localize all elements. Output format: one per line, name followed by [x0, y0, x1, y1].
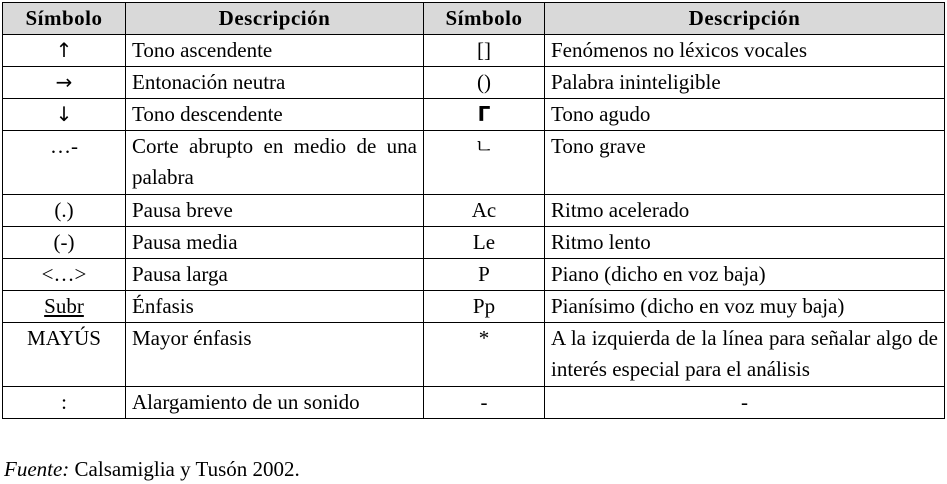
table-row	[3, 291, 945, 323]
symbol-cell: Pp	[424, 291, 545, 323]
description-cell: Pausa larga	[126, 259, 424, 291]
symbol-cell: P	[424, 259, 545, 291]
description-cell: Alargamiento de un sonido	[126, 387, 424, 419]
symbol-cell: []	[424, 35, 545, 67]
symbol-cell: →	[3, 67, 126, 99]
symbol-cell: …-	[3, 131, 126, 195]
symbol-cell: Subr	[3, 291, 126, 323]
description-cell: Tono agudo	[545, 99, 945, 131]
symbol-cell: (-)	[3, 227, 126, 259]
symbol-table	[2, 2, 945, 419]
symbol-cell: ↑	[3, 35, 126, 67]
symbol-cell: <…>	[3, 259, 126, 291]
header-description-2: Descripción	[545, 3, 945, 35]
source-caption	[4, 456, 300, 482]
description-cell: -	[545, 387, 945, 419]
description-cell: Ritmo acelerado	[545, 195, 945, 227]
description-cell: Fenómenos no léxicos vocales	[545, 35, 945, 67]
table-row	[3, 131, 945, 195]
description-cell: Ritmo lento	[545, 227, 945, 259]
description-cell: A la izquierda de la línea para señalar algo de interés especial para el análisis	[545, 323, 945, 387]
description-cell: Tono ascendente	[126, 35, 424, 67]
table-row	[3, 35, 945, 67]
description-cell: Corte abrupto en medio de una palabra	[126, 131, 424, 195]
header-symbol-2: Símbolo	[424, 3, 545, 35]
symbol-cell: Le	[424, 227, 545, 259]
symbol-cell: -	[424, 387, 545, 419]
table-row	[3, 195, 945, 227]
description-cell: Tono grave	[545, 131, 945, 195]
table-row	[3, 67, 945, 99]
header-symbol-1: Símbolo	[3, 3, 126, 35]
description-cell: Piano (dicho en voz baja)	[545, 259, 945, 291]
symbol-cell: ()	[424, 67, 545, 99]
description-cell: Pausa breve	[126, 195, 424, 227]
caption-text: Calsamiglia y Tusón 2002.	[69, 457, 300, 481]
table-row	[3, 259, 945, 291]
symbol-cell: Γ	[424, 99, 545, 131]
table-row	[3, 323, 945, 387]
description-cell: Tono descendente	[126, 99, 424, 131]
symbol-cell: (.)	[3, 195, 126, 227]
table-row	[3, 227, 945, 259]
table-row	[3, 387, 945, 419]
header-description-1: Descripción	[126, 3, 424, 35]
symbol-cell: MAYÚS	[3, 323, 126, 387]
description-cell: Palabra ininteligible	[545, 67, 945, 99]
description-cell: Mayor énfasis	[126, 323, 424, 387]
description-cell: Entonación neutra	[126, 67, 424, 99]
symbol-cell: :	[3, 387, 126, 419]
description-cell: Pianísimo (dicho en voz muy baja)	[545, 291, 945, 323]
description-cell: Pausa media	[126, 227, 424, 259]
symbol-cell: *	[424, 323, 545, 387]
table-header-row	[3, 3, 945, 35]
description-cell: Énfasis	[126, 291, 424, 323]
symbol-cell: ㄴ	[424, 131, 545, 195]
symbol-cell: ↓	[3, 99, 126, 131]
symbol-cell: Ac	[424, 195, 545, 227]
table-row	[3, 99, 945, 131]
caption-label: Fuente:	[4, 457, 70, 481]
